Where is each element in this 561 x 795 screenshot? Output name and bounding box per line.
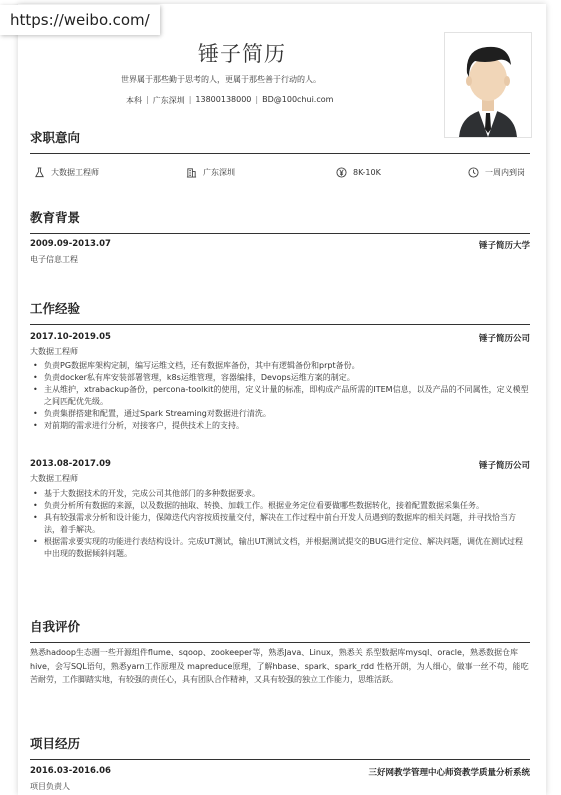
list-item: • 具有较强需求分析和设计能力，保障迭代内容按质按量交付，解决在工作过程中前台开发人员遇到的数据库的相关问题，并寻找恰当方法，着手解决。 xyxy=(30,512,530,536)
list-item: • 对前期的需求进行分析，对接客户，提供技术上的支持。 xyxy=(30,420,530,432)
contact-separator: | xyxy=(188,95,192,104)
project-role: 项目负责人 xyxy=(30,782,70,791)
resume-motto: 世界属于那些勤于思考的人，更属于那些善于行动的人。 xyxy=(121,75,321,84)
project-name: 三好网教学管理中心师资教学质量分析系统 xyxy=(368,768,530,778)
list-item: • 负责docker私有库安装部署管理，k8s运维管理，容器编排，Devops运维方案的制定。 xyxy=(30,372,530,384)
intent-salary-label: 8K-10K xyxy=(353,168,381,177)
section-divider xyxy=(30,759,530,760)
intent-city-label: 广东深圳 xyxy=(203,168,235,177)
job-2-duties xyxy=(30,488,530,560)
section-title-self-eval: 自我评价 xyxy=(30,619,81,634)
education-date: 2009.09-2013.07 xyxy=(30,239,111,249)
section-title-work: 工作经验 xyxy=(30,301,81,316)
list-item: • 根据需求要实现的功能进行表结构设计。完成UT测试，输出UT测试文档，并根据测试提交的BUG进行定位、解决问题，调优在测试过程中出现的数据倾斜问题。 xyxy=(30,536,530,560)
intent-city xyxy=(186,167,235,178)
url-watermark: https://weibo.com/ xyxy=(0,5,160,35)
section-divider xyxy=(30,642,530,643)
contact-degree: 本科 xyxy=(126,96,142,105)
job-2-role: 大数据工程师 xyxy=(30,474,78,483)
contact-line xyxy=(126,95,333,106)
flask-icon xyxy=(34,167,45,178)
intent-availability-label: 一周内到岗 xyxy=(485,168,525,177)
list-item: • 负责分析所有数据的来源，以及数据的抽取、转换、加载工作。根据业务定位看要做哪些数据转化，接着配置数据采集任务。 xyxy=(30,500,530,512)
section-title-education: 教育背景 xyxy=(30,210,81,225)
list-item: • 负责PG数据库架构定制，编写运维文档，还有数据库备份，其中有逻辑备份和prpt备份。 xyxy=(30,360,530,372)
contact-separator: | xyxy=(255,95,259,104)
job-1-role: 大数据工程师 xyxy=(30,347,78,356)
list-item: • 负责集群搭建和配置，通过Spark Streaming对数据进行清洗。 xyxy=(30,408,530,420)
job-1-date: 2017.10-2019.05 xyxy=(30,332,111,342)
resume-name: 锤子简历 xyxy=(198,42,286,66)
contact-separator: | xyxy=(146,95,149,104)
job-1-duties xyxy=(30,360,530,432)
section-title-intent: 求职意向 xyxy=(30,130,81,145)
contact-email: BD@100chui.com xyxy=(262,95,334,104)
intent-availability xyxy=(468,167,525,178)
section-divider xyxy=(30,233,530,234)
education-major: 电子信息工程 xyxy=(30,255,78,264)
avatar xyxy=(444,32,532,138)
section-divider xyxy=(30,324,530,325)
intent-position xyxy=(34,167,99,178)
building-icon xyxy=(186,167,197,178)
section-divider xyxy=(30,153,530,154)
project-date: 2016.03-2016.06 xyxy=(30,766,111,776)
list-item: • 基于大数据技术的开发，完成公司其他部门的多种数据要求。 xyxy=(30,488,530,500)
resume-page xyxy=(18,4,546,795)
job-2-company: 锤子简历公司 xyxy=(478,461,530,471)
contact-phone: 13800138000 xyxy=(195,95,252,104)
yen-icon xyxy=(336,167,347,178)
self-evaluation-text: 熟悉hadoop生态圈一些开源组件flume、sqoop、zookeeper等，熟悉Java、Linux，熟悉关 系型数据库mysql、oracle，熟悉数据仓库hive，会写SQL语句，熟悉yarn工作原理及 mapreduce原理，了解hbase、spark、spark_rdd 性格开朗，为人细心，做事一丝不苟，能吃苦耐劳，工作脚踏实地，有较强的责任心，具有团队合作精神，又具有较强的独立工作能力，思维活跃。 xyxy=(30,648,529,684)
job-intent-row xyxy=(30,167,530,183)
clock-icon xyxy=(468,167,479,178)
section-title-project: 项目经历 xyxy=(30,736,81,751)
contact-city: 广东深圳 xyxy=(152,96,185,105)
intent-salary xyxy=(336,167,381,178)
education-school: 锤子简历大学 xyxy=(478,241,530,251)
job-2-date: 2013.08-2017.09 xyxy=(30,459,111,469)
list-item: • 主从维护，xtrabackup备份，percona-toolkit的使用，定义计量的标准，即构成产品所需的ITEM信息，以及产品的不同属性，定义模型之间匹配优先级。 xyxy=(30,384,530,408)
job-1-company: 锤子简历公司 xyxy=(478,334,530,344)
intent-position-label: 大数据工程师 xyxy=(51,168,99,177)
avatar-illustration xyxy=(445,33,531,137)
